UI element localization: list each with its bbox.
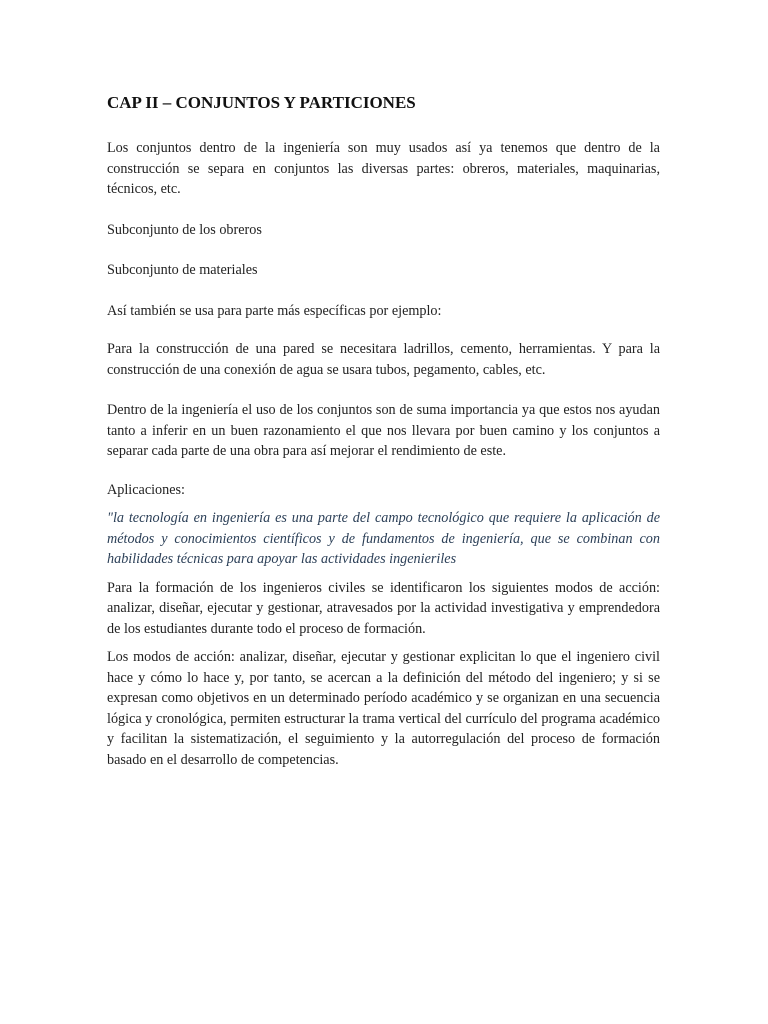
document-body	[107, 90, 660, 770]
paragraph-subset-workers: Subconjunto de los obreros	[107, 221, 262, 238]
paragraph-quote: "la tecnología en ingeniería es una parte del campo tecnológico que requiere la aplicación de métodos y conocimientos científicos y de fundamentos de ingeniería, que se combinan con habilidades técnicas para apoyar las actividades ingenieriles	[107, 510, 660, 567]
paragraph-specific-example: Así también se usa para parte más específicas por ejemplo:	[107, 302, 442, 319]
paragraph-subset-materials: Subconjunto de materiales	[107, 262, 258, 278]
paragraph-training-modes: Para la formación de los ingenieros civiles se identificaron los siguientes modos de acción: analizar, diseñar, ejecutar y gestionar, atravesados por la actividad investigativa y emprendedora de los estudiantes durante todo el proceso de formación.	[107, 579, 660, 637]
paragraph-construction-example: Para la construcción de una pared se necesitara ladrillos, cemento, herramientas. Y para la construcción de una conexión de agua se usara tubos, pegamento, cables, etc.	[107, 341, 660, 378]
paragraph-applications-heading: Aplicaciones:	[107, 481, 186, 498]
paragraph-intro: Los conjuntos dentro de la ingeniería son muy usados así ya tenemos que dentro de la construcción se separa en conjuntos las diversas partes: obreros, materiales, maquinarias, técnicos, etc.	[107, 140, 660, 197]
paragraph-modes-of-action: Los modos de acción: analizar, diseñar, ejecutar y gestionar explicitan lo que el ingeniero civil hace y cómo lo hace y, por tanto, se acercan a la definición del método del ingeniero; y si se expresan como objetivos en un determinado período académico y se organizan en una secuencia lógica y cronológica, permiten estructurar la trama vertical del currículo del programa académico y facilitan la sistematización, el seguimiento y la autorregulación del proceso de formación basado en el desarrollo de competencias.	[107, 649, 660, 768]
paragraph-importance: Dentro de la ingeniería el uso de los conjuntos son de suma importancia ya que estos nos ayudan tanto a inferir en un buen razonamiento el que nos llevara por buen camino y los conjuntos a separar cada parte de una obra para así mejorar el rendimiento de este.	[107, 402, 660, 459]
chapter-title: CAP II – CONJUNTOS Y PARTICIONES	[107, 93, 416, 112]
